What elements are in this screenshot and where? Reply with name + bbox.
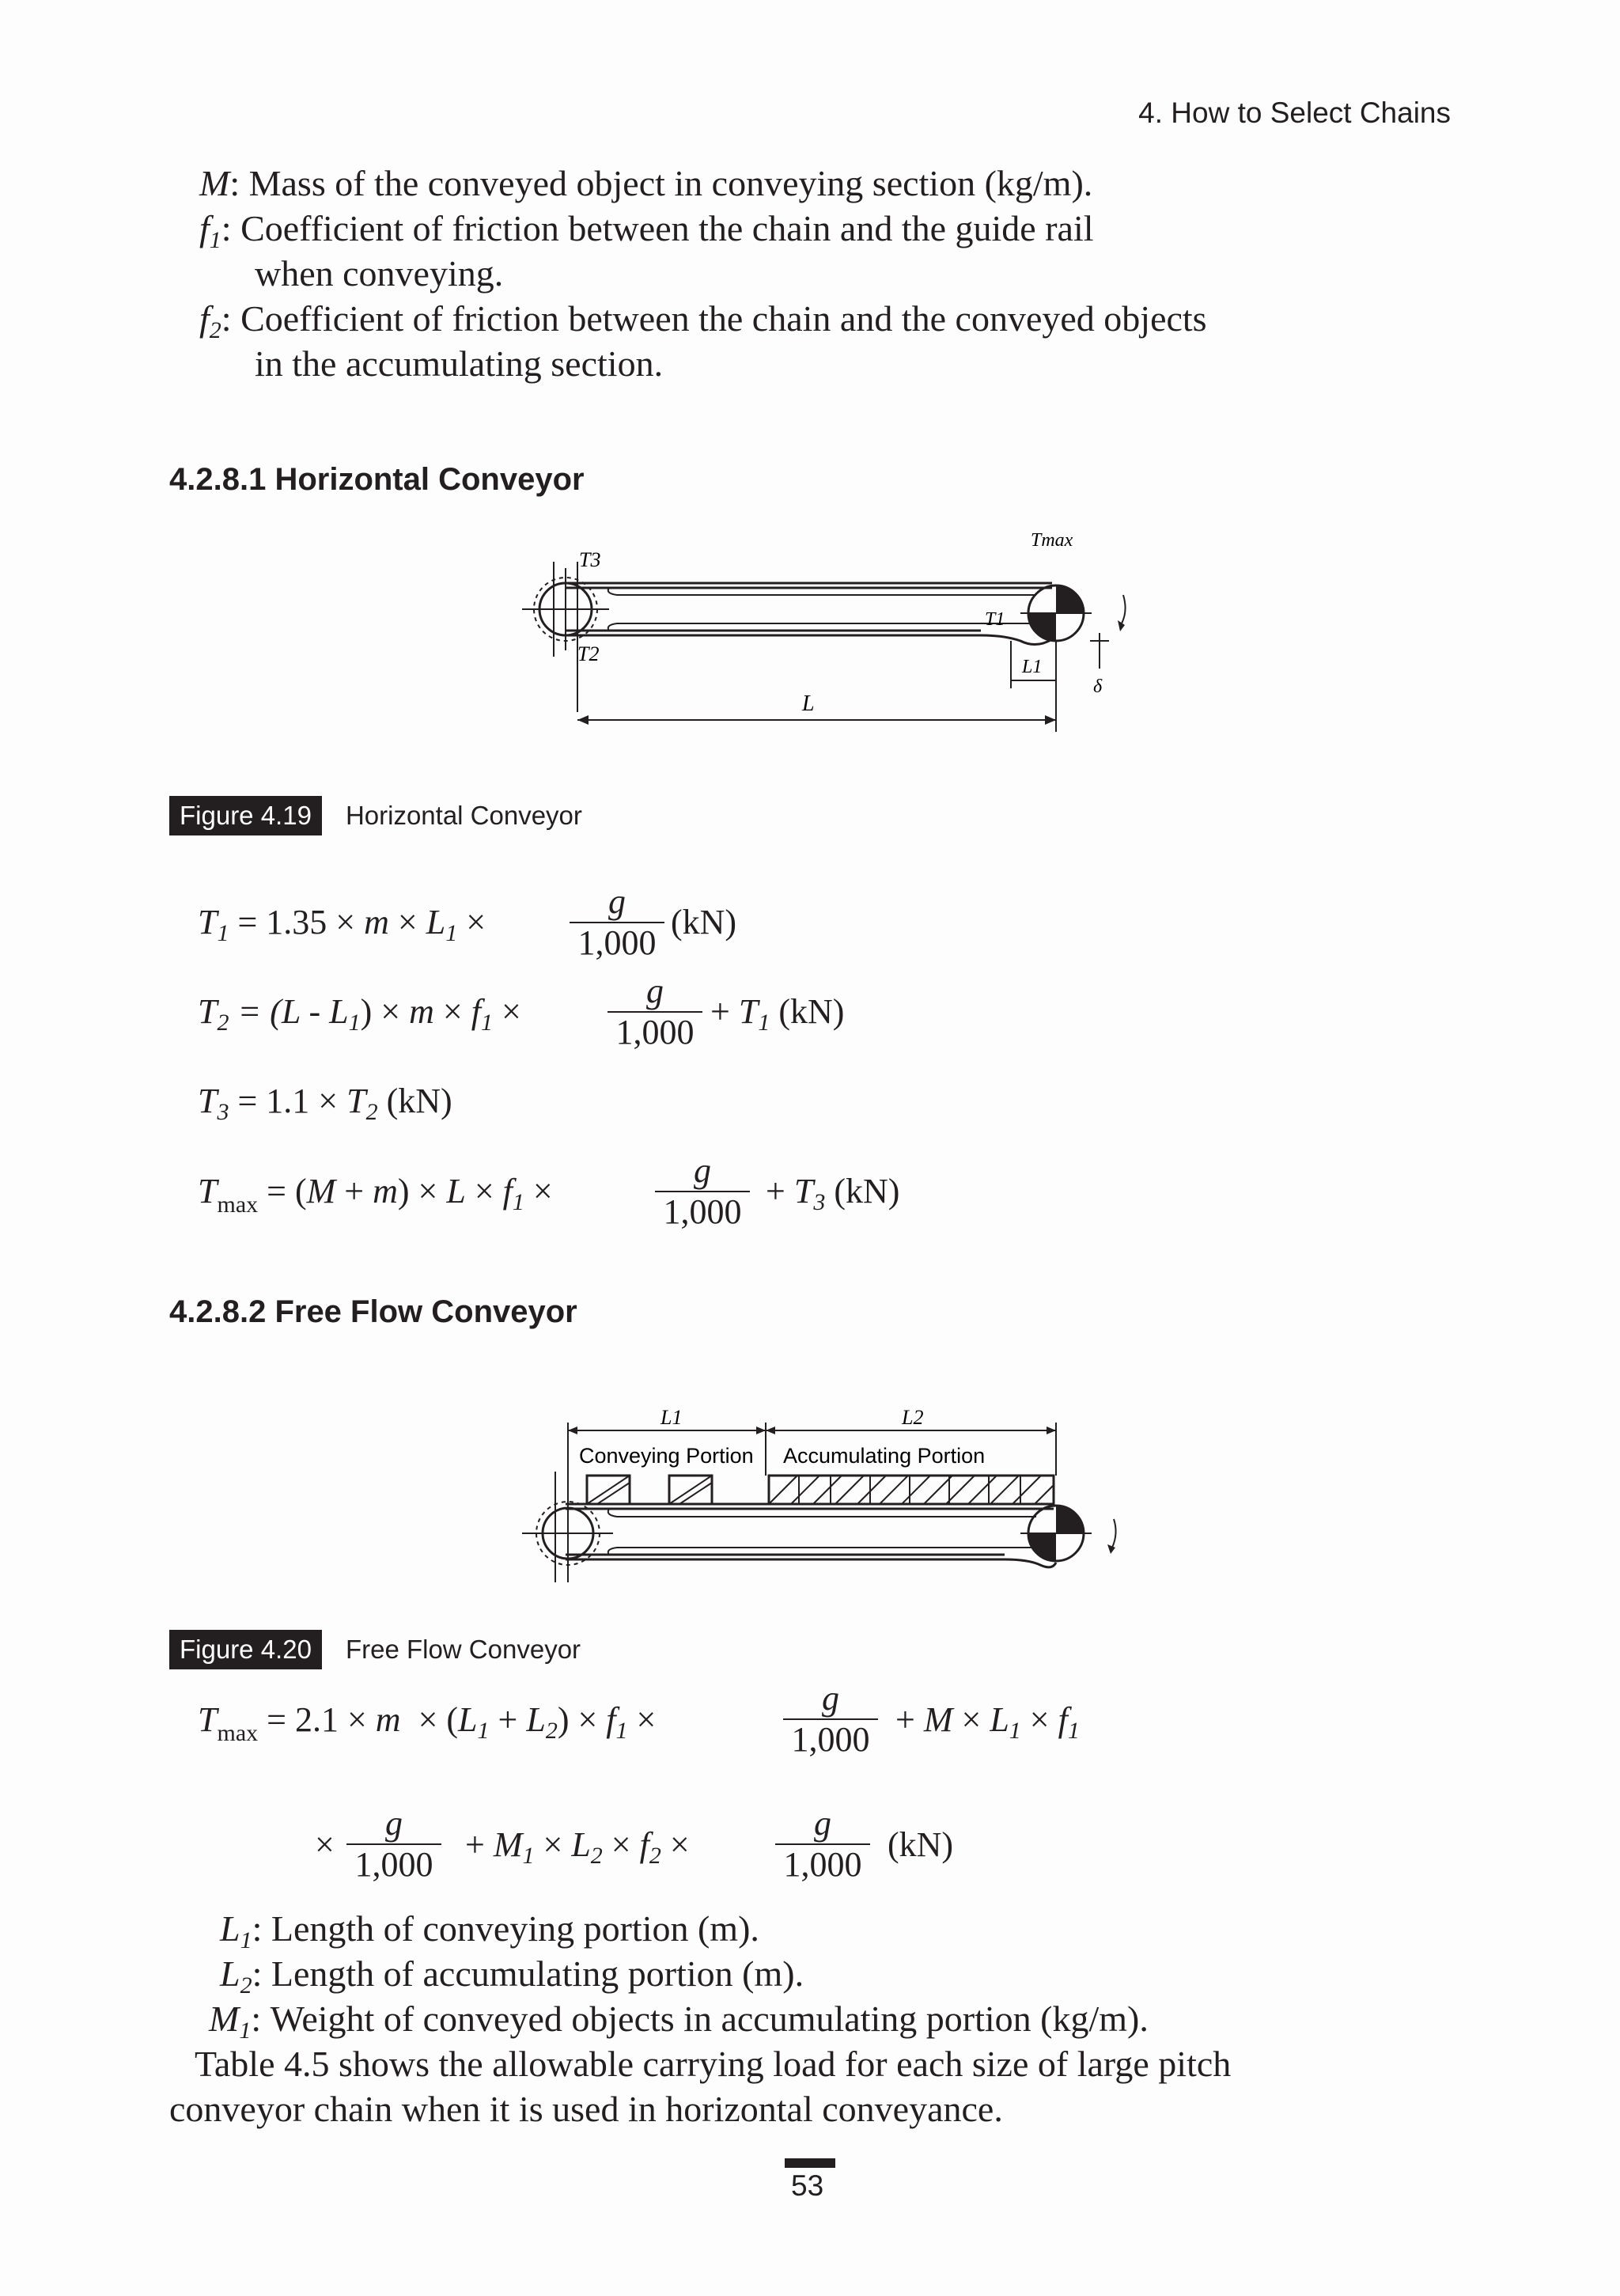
equation-tmax-free-flow: $T_{max} = 2.1 \times m \times (L_1 + L_2) \times f_1$ × [198,1700,657,1746]
figure-caption-text: Horizontal Conveyor [345,801,582,830]
equation-t2: $T_2 = (L - L_1) \times m \times f_1$ × [198,992,521,1036]
label-accumulating-portion: Accumulating Portion [783,1444,986,1468]
label-tmax: Tmax [1031,530,1073,551]
figure-caption-4-20 [169,1630,581,1669]
equation-t3: $T_3 = 1.1 \times T_2$ (kN) [198,1082,452,1125]
section-heading-free-flow: 4.2.8.2 Free Flow Conveyor [169,1294,577,1329]
figure-caption-text: Free Flow Conveyor [345,1635,581,1664]
paragraph-line-1: Table 4.5 shows the allowable carrying load for each size of large pitch [195,2044,1232,2084]
fraction: g 1,000 [570,882,664,963]
paragraph-line-2: conveyor chain when it is used in horizontal conveyance. [169,2089,1003,2129]
label-l1: L1 [660,1406,683,1429]
label-delta: δ [1093,676,1103,697]
definition-f1: $f_1$: Coefficient of friction between the chain and the guide rail [199,208,1094,253]
figure-caption-4-19 [169,796,582,835]
fraction: g 1,000 [608,972,702,1052]
times-sign: × [315,1825,335,1864]
definition-m: M: Mass of the conveyed object in conveying section (kg/m). [199,163,1093,203]
equation-free-flow-line2: + $M_1 \times L_2 \times f_2$ × [465,1825,690,1869]
equation-tmax: $T_{max} = (M + m) \times L \times f_1$ × [198,1172,553,1218]
definition-m1: $M_1$: Weight of conveyed objects in accumulating portion (kg/m). [209,1999,1149,2044]
equation-tmax-tail: + $T_3$ (kN) [766,1172,900,1215]
label-l2: L2 [902,1406,924,1429]
free-flow-conveyor-diagram [498,1400,1147,1590]
label-t3: T3 [579,548,601,571]
definition-l1: $L_1$: Length of conveying portion (m). [220,1908,759,1953]
figure-tag: Figure 4.20 [169,1630,322,1669]
page-number-bar [785,2158,835,2168]
definition-l2: $L_2$: Length of accumulating portion (m). [220,1953,804,1999]
label-l1: L1 [1022,657,1043,677]
equation-t1: $T_1 = 1.35 \times m \times L_1$ × [198,903,486,946]
definition-f1-cont: when conveying. [255,253,504,294]
equation-t2-tail: + $T_1$ (kN) [710,992,845,1036]
fraction: g 1,000 [783,1679,878,1760]
unit-kn: (kN) [888,1825,954,1864]
label-t1: T1 [985,609,1005,630]
definition-f2-cont: in the accumulating section. [255,343,664,384]
fraction: g 1,000 [775,1804,870,1885]
section-heading-horizontal: 4.2.8.1 Horizontal Conveyor [169,462,585,497]
horizontal-conveyor-diagram [498,522,1147,744]
label-conveying-portion: Conveying Portion [579,1444,754,1468]
label-t2: T2 [577,642,600,665]
equation-tmax-free-flow-tail: + $M \times L_1 \times f_1$ [895,1700,1080,1744]
fraction: g 1,000 [346,1804,441,1885]
page-number: 53 [791,2169,824,2202]
running-header: 4. How to Select Chains [1138,97,1451,129]
definition-f2: $f_2$: Coefficient of friction between the chain and the conveyed objects [199,298,1207,343]
unit-kn: (kN) [671,903,737,942]
fraction: g 1,000 [655,1151,750,1232]
label-l: L [802,691,815,716]
figure-tag: Figure 4.19 [169,796,322,835]
